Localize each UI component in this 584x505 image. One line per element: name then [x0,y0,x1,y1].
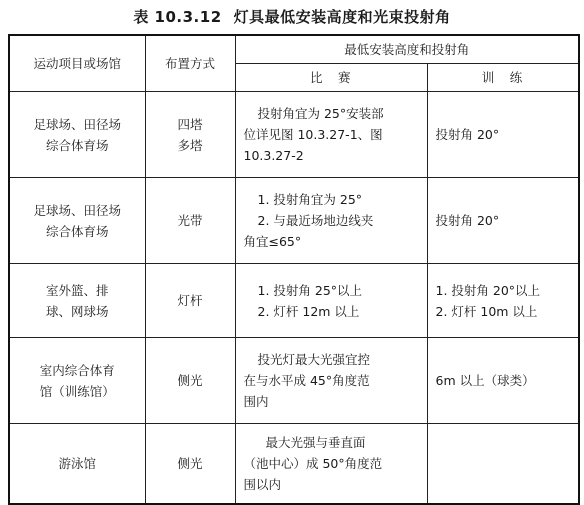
venue-cell [9,178,145,264]
table-row [9,178,579,264]
layout-line: 光带 [177,213,203,228]
competition-line: 10.3.27-2 [243,148,304,163]
layout-cell [145,264,235,338]
layout-cell [145,92,235,178]
training-line: 1. 投射角 20°以上 [435,282,541,298]
competition-line: 2. 与最近场地边线夹 [257,213,374,228]
table-title [0,6,584,27]
venue-line: 足球场、田径场 [33,116,121,132]
venue-cell [9,264,145,338]
header-training: 训 练 [427,64,579,92]
layout-line: 侧光 [177,373,203,388]
training-cell [427,264,579,338]
venue-line: 综合体育场 [45,223,109,239]
training-line: 2. 灯杆 10m 以上 [435,303,538,319]
venue-line: 足球场、田径场 [33,202,121,218]
layout-line: 侧光 [177,455,203,471]
header-group: 最低安装高度和投射角 [235,35,579,64]
competition-line: 位详见图 10.3.27-1、图 [243,127,383,142]
venue-cell [9,92,145,178]
competition-line: 投光灯最大光强宜控 [257,352,371,367]
table-row [9,92,579,178]
venue-line: 室内综合体育 [39,362,115,378]
training-cell [427,338,579,424]
layout-line: 灯杆 [177,293,203,308]
competition-line: 2. 灯杆 12m 以上 [257,303,360,319]
venue-cell [9,424,145,504]
training-line: 投射角 20° [435,213,500,228]
competition-cell [235,264,427,338]
header-competition: 比 赛 [235,64,427,92]
table-caption: 灯具最低安装高度和光束投射角 [233,8,451,26]
training-cell [427,92,579,178]
competition-line: 最大光强与垂直面 [265,434,366,450]
venue-line: 室外篮、排 [45,282,109,298]
venue-line: 球、网球场 [45,303,109,319]
venue-line: 游泳馆 [58,455,96,471]
layout-line: 四塔 [177,116,203,132]
layout-cell [145,424,235,504]
competition-line: 围内 [243,394,269,409]
competition-cell [235,338,427,424]
competition-line: 投射角宜为 25°安装部 [257,106,384,121]
competition-cell [235,424,427,504]
table-number: 表 10.3.12 [133,8,222,26]
training-line: 投射角 20° [435,127,500,142]
table-row [9,338,579,424]
competition-line: 围以内 [243,476,282,492]
header-layout: 布置方式 [145,35,235,92]
layout-line: 多塔 [177,137,203,153]
layout-cell [145,178,235,264]
header-venue: 运动项目或场馆 [9,35,145,92]
header-row-top [9,35,579,64]
table-row [9,424,579,504]
table-row [9,264,579,338]
training-cell [427,424,579,504]
training-cell [427,178,579,264]
competition-cell [235,92,427,178]
training-line: 6m 以上（球类） [435,373,535,388]
competition-line: 角宜≤65° [243,234,302,249]
venue-cell [9,338,145,424]
venue-line: 综合体育场 [45,137,109,153]
venue-line: 馆（训练馆） [39,383,115,399]
competition-line: 在与水平成 45°角度范 [243,373,370,388]
competition-cell [235,178,427,264]
competition-line: （池中心）成 50°角度范 [243,455,383,471]
competition-line: 1. 投射角宜为 25° [257,192,363,207]
spec-table [8,34,580,505]
competition-line: 1. 投射角 25°以上 [257,282,363,298]
layout-cell [145,338,235,424]
